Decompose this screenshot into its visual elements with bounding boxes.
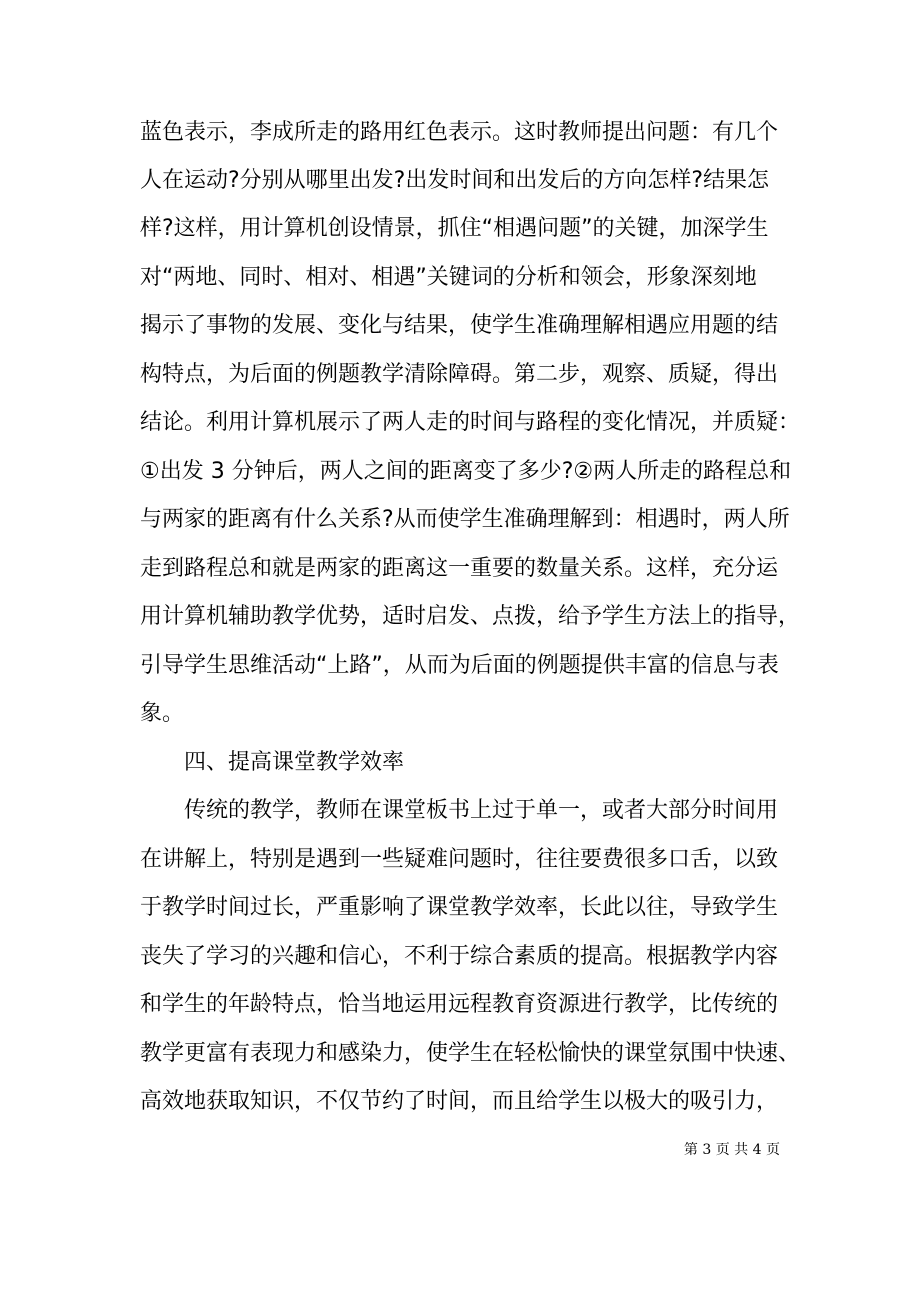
- body-line: 丧失了学习的兴趣和信心，不利于综合素质的提高。根据教学内容: [140, 944, 779, 969]
- body-line: 传统的教学，教师在课堂板书上过于单一，或者大部分时间用: [184, 798, 779, 823]
- body-line: 用计算机辅助教学优势，适时启发、点拨，给予学生方法上的指导，: [140, 604, 801, 629]
- body-line: 走到路程总和就是两家的距离这一重要的数量关系。这样，充分运: [140, 556, 779, 581]
- body-line: 结论。利用计算机展示了两人走的时间与路程的变化情况，并质疑：: [140, 410, 801, 435]
- body-line: 引导学生思维活动“上路”，从而为后面的例题提供丰富的信息与表: [140, 653, 779, 678]
- body-line: 在讲解上，特别是遇到一些疑难问题时，往往要费很多口舌，以致: [140, 847, 779, 872]
- body-line: 和学生的年龄特点，恰当地运用远程教育资源进行教学，比传统的: [140, 992, 779, 1017]
- body-line: 高效地获取知识，不仅节约了时间，而且给学生以极大的吸引力，: [140, 1089, 779, 1114]
- body-line: 揭示了事物的发展、变化与结果，使学生准确理解相遇应用题的结: [140, 313, 779, 338]
- page-footer: [0, 1140, 920, 1160]
- body-line: 象。: [140, 701, 185, 726]
- section-heading: 四、提高课堂教学效率: [184, 750, 405, 775]
- page-number: 第 3 页 共 4 页: [683, 1142, 780, 1158]
- body-line: 构特点，为后面的例题教学清除障碍。第二步，观察、质疑，得出: [140, 362, 779, 387]
- body-line: 对“两地、同时、相对、相遇”关键词的分析和领会，形象深刻地: [140, 265, 757, 290]
- body-line: 与两家的距离有什么关系?从而使学生准确理解到：相遇时，两人所: [140, 507, 790, 532]
- body-line: 人在运动?分别从哪里出发?出发时间和出发后的方向怎样?结果怎: [140, 168, 770, 193]
- body-line: 教学更富有表现力和感染力，使学生在轻松愉快的课堂氛围中快速、: [140, 1041, 801, 1066]
- body-line: 样?这样，用计算机创设情景，抓住“相遇问题”的关键，加深学生: [140, 216, 769, 241]
- body-line: 蓝色表示，李成所走的路用红色表示。这时教师提出问题：有几个: [140, 120, 779, 145]
- body-line: ①出发 3 分钟后，两人之间的距离变了多少?②两人所走的路程总和: [140, 459, 792, 484]
- body-line: 于教学时间过长，严重影响了课堂教学效率，长此以往，导致学生: [140, 895, 779, 920]
